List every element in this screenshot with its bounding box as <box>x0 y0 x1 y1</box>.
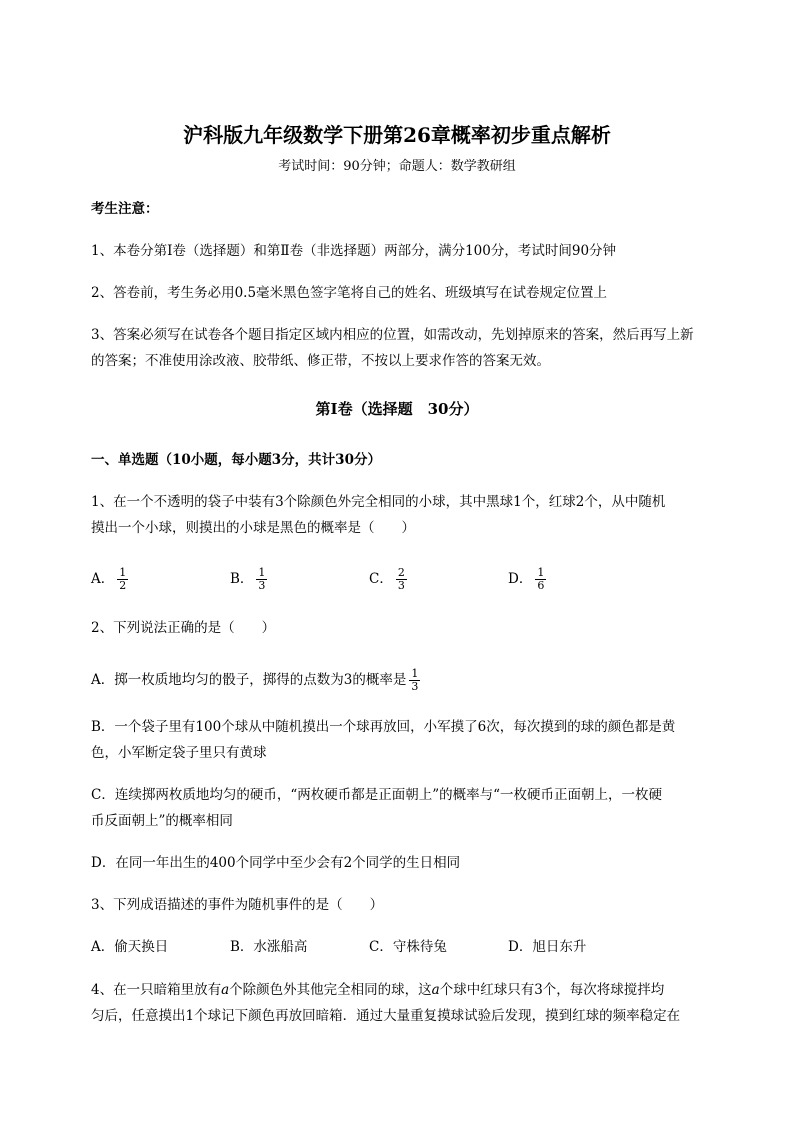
numerator: 1 <box>537 566 545 579</box>
option-label: A． <box>91 571 115 587</box>
variable-a: a <box>431 982 440 998</box>
q3-option-c[interactable]: C．守株待兔 <box>369 939 447 955</box>
q3-option-b[interactable]: B．水涨船高 <box>230 939 308 955</box>
q2-option-c-line-1[interactable]: C．连续掷两枚质地均匀的硬币，“两枚硬币都是正面朝上”的概率与“一枚硬币正面朝上，一枚硬 <box>91 787 663 803</box>
notice-item-2: 2、答卷前，考生务必用0.5毫米黑色签字笔将自己的姓名、班级填写在试卷规定位置上 <box>91 285 608 301</box>
q1-stem-line-2: 摸出一个小球，则摸出的小球是黑色的概率是（ ） <box>91 520 415 536</box>
q2-option-d[interactable]: D．在同一年出生的400个同学中至少会有2个同学的生日相同 <box>91 855 461 871</box>
fraction <box>535 567 546 592</box>
q1-option-d[interactable] <box>508 567 546 592</box>
q3-options <box>91 938 711 958</box>
fraction <box>117 567 128 592</box>
numerator: 1 <box>258 566 266 579</box>
exam-info: 考试时间：90分钟；命题人：数学教研组 <box>278 159 516 174</box>
q1-option-a[interactable] <box>91 567 128 592</box>
notice-item-1: 1、本卷分第I卷（选择题）和第Ⅱ卷（非选择题）两部分，满分100分，考试时间90分钟 <box>91 243 617 259</box>
option-text: A．掷一枚质地均匀的骰子，掷得的点数为3的概率是 <box>91 672 407 688</box>
fraction <box>256 567 267 592</box>
q3-option-a[interactable]: A．偷天换日 <box>91 939 169 955</box>
numerator: 2 <box>397 566 405 579</box>
option-label: B． <box>230 571 254 587</box>
notice-heading: 考生注意： <box>91 201 159 217</box>
option-label: D． <box>508 571 533 587</box>
q2-option-b-line-1[interactable]: B．一个袋子里有100个球从中随机摸出一个球再放回，小军摸了6次，每次摸到的球的颜色都是黄 <box>91 719 676 735</box>
q1-options <box>91 567 711 597</box>
q2-option-c-line-2: 币反面朝上”的概率相同 <box>91 813 233 829</box>
fraction <box>396 567 407 592</box>
q4-stem-line-2: 匀后，任意摸出1个球记下颜色再放回暗箱．通过大量重复摸球试验后发现，摸到红球的频率稳定在 <box>91 1008 681 1024</box>
q4-stem-line-1 <box>91 981 664 999</box>
q2-option-a[interactable] <box>91 665 420 695</box>
denominator: 3 <box>397 579 405 592</box>
text-segment: 个球中红球只有3个，每次将球搅拌均 <box>439 982 665 998</box>
q3-stem: 3、下列成语描述的事件为随机事件的是（ ） <box>91 897 384 913</box>
section-title: 第I卷（选择题 30分） <box>315 400 479 418</box>
denominator: 6 <box>537 579 545 592</box>
text-segment: 4、在一只暗箱里放有 <box>91 982 222 998</box>
text-segment: 个除颜色外其他完全相同的球，这 <box>229 982 432 998</box>
numerator: 1 <box>119 566 127 579</box>
q3-option-d[interactable]: D．旭日东升 <box>508 939 587 955</box>
denominator: 3 <box>411 680 419 693</box>
q2-option-b-line-2: 色，小军断定袋子里只有黄球 <box>91 745 267 761</box>
option-label: C． <box>369 571 393 587</box>
q2-stem: 2、下列说法正确的是（ ） <box>91 620 276 636</box>
notice-item-3-line-1: 3、答案必须写在试卷各个题目指定区域内相应的位置，如需改动，先划掉原来的答案，然后再写上新 <box>91 327 694 343</box>
denominator: 2 <box>119 579 127 592</box>
numerator: 1 <box>411 667 419 680</box>
q1-stem-line-1: 1、在一个不透明的袋子中装有3个除颜色外完全相同的小球，其中黑球1个，红球2个，从中随机 <box>91 494 666 510</box>
q1-option-b[interactable] <box>230 567 267 592</box>
page-title: 沪科版九年级数学下册第26章概率初步重点解析 <box>183 123 611 147</box>
q1-option-c[interactable] <box>369 567 407 592</box>
fraction <box>409 668 420 693</box>
denominator: 3 <box>258 579 266 592</box>
notice-item-3-line-2: 的答案；不准使用涂改液、胶带纸、修正带，不按以上要求作答的答案无效。 <box>91 353 550 369</box>
variable-a: a <box>221 982 230 998</box>
part-heading: 一、单选题（10小题，每小题3分，共计30分） <box>91 452 381 468</box>
